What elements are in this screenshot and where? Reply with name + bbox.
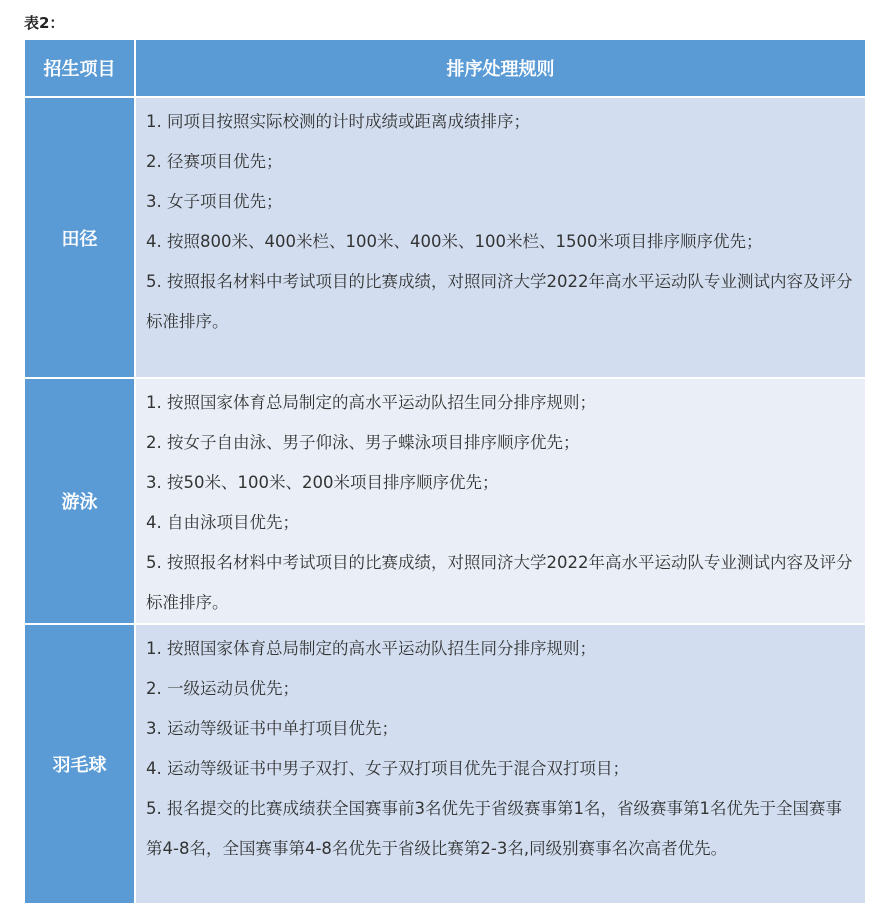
- rule-item: 3. 按50米、100米、200米项目排序顺序优先；: [146, 473, 499, 492]
- rule-item: 5. 报名提交的比赛成绩获全国赛事前3名优先于省级赛事第1名，省级赛事第1名优先于全国赛事第4-8名，全国赛事第4-8名优先于省级比赛第2-3名,同级别赛事名次高者优先。: [146, 799, 842, 858]
- project-cell: 羽毛球: [25, 625, 136, 905]
- rule-item: 2. 一级运动员优先；: [146, 679, 299, 698]
- rule-item: 1. 同项目按照实际校测的计时成绩或距离成绩排序；: [146, 112, 530, 131]
- rule-item: 3. 女子项目优先；: [146, 192, 283, 211]
- project-cell: 田径: [25, 98, 136, 379]
- sorting-rules-table: [25, 40, 865, 905]
- project-cell: 游泳: [25, 379, 136, 625]
- rule-item: 5. 按照报名材料中考试项目的比赛成绩，对照同济大学2022年高水平运动队专业测试内容及评分标准排序。: [146, 272, 853, 331]
- rule-item: 4. 按照800米、400米栏、100米、400米、100米栏、1500米项目排序顺序优先；: [146, 232, 763, 251]
- rule-item: 5. 按照报名材料中考试项目的比赛成绩，对照同济大学2022年高水平运动队专业测试内容及评分标准排序。: [146, 553, 853, 612]
- rule-item: 1. 按照国家体育总局制定的高水平运动队招生同分排序规则；: [146, 393, 596, 412]
- header-rules: 排序处理规则: [136, 40, 865, 98]
- rule-item: 1. 按照国家体育总局制定的高水平运动队招生同分排序规则；: [146, 639, 596, 658]
- rule-item: 3. 运动等级证书中单打项目优先；: [146, 719, 398, 738]
- rules-cell: [136, 98, 865, 379]
- table-row-swimming: [25, 379, 865, 625]
- rule-item: 4. 自由泳项目优先；: [146, 513, 299, 532]
- table-header-row: [25, 40, 865, 98]
- rule-item: 2. 径赛项目优先；: [146, 152, 283, 171]
- rule-item: 4. 运动等级证书中男子双打、女子双打项目优先于混合双打项目；: [146, 759, 629, 778]
- rule-item: 2. 按女子自由泳、男子仰泳、男子蝶泳项目排序顺序优先；: [146, 433, 580, 452]
- rules-cell: [136, 625, 865, 905]
- table-caption: 表2：: [24, 14, 65, 32]
- rules-cell: [136, 379, 865, 625]
- table-row-track-field: [25, 98, 865, 379]
- header-project: 招生项目: [25, 40, 136, 98]
- table-row-badminton: [25, 625, 865, 905]
